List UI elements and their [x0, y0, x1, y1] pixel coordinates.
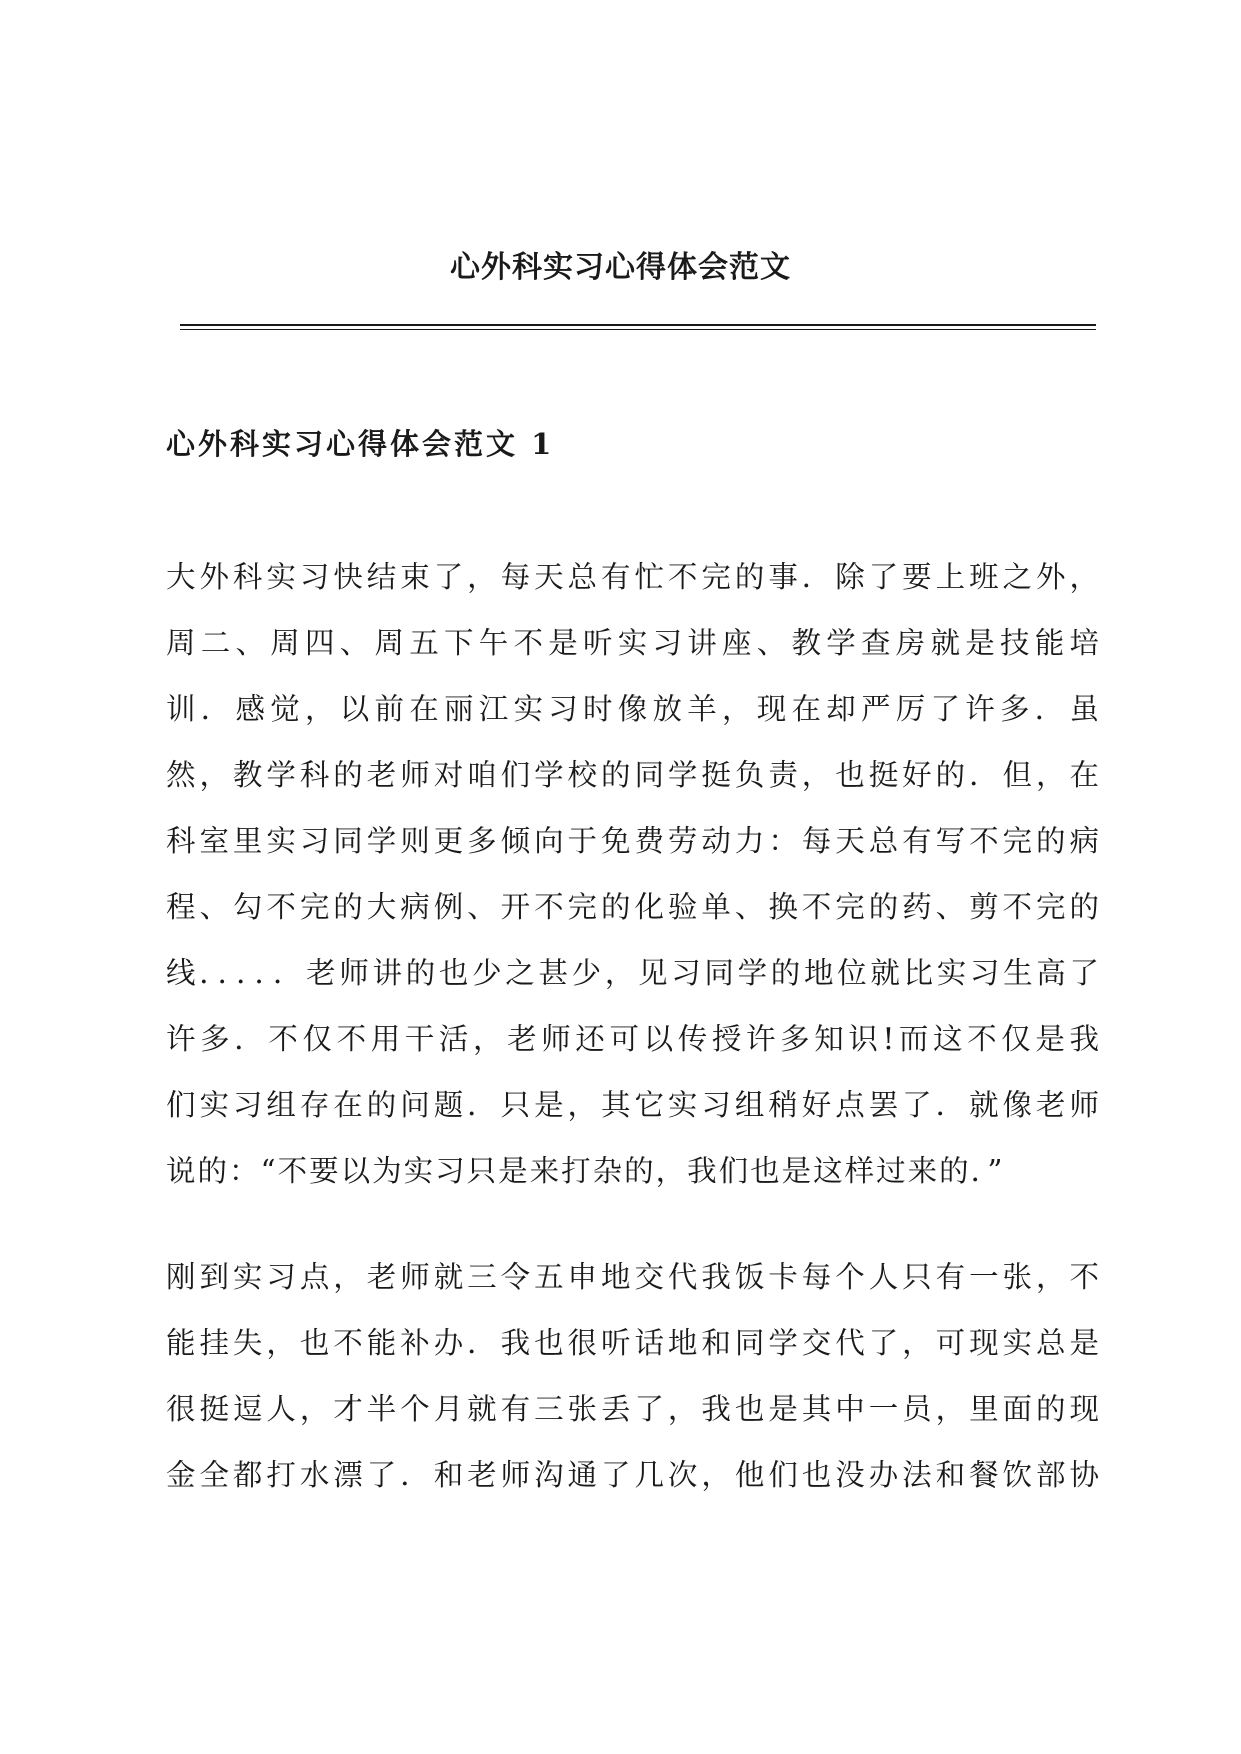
paragraph-line: 程、勾不完的大病例、开不完的化验单、换不完的药、剪不完的 — [166, 890, 1101, 924]
paragraph-line: 刚到实习点，老师就三令五申地交代我饭卡每个人只有一张，不 — [166, 1260, 1101, 1294]
paragraph-line: 然，教学科的老师对咱们学校的同学挺负责，也挺好的．但，在 — [166, 758, 1101, 792]
paragraph-line: 科室里实习同学则更多倾向于免费劳动力：每天总有写不完的病 — [166, 824, 1101, 858]
title-double-rule — [180, 324, 1096, 330]
paragraph-line: 大外科实习快结束了，每天总有忙不完的事．除了要上班之外， — [166, 560, 1101, 594]
paragraph-line: 训．感觉，以前在丽江实习时像放羊，现在却严厉了许多．虽 — [166, 692, 1101, 726]
paragraph-line: 很挺逗人，才半个月就有三张丢了，我也是其中一员，里面的现 — [166, 1392, 1101, 1426]
paragraph-line: 能挂失，也不能补办．我也很听话地和同学交代了，可现实总是 — [166, 1326, 1101, 1360]
paragraph-line: 金全都打水漂了．和老师沟通了几次，他们也没办法和餐饮部协 — [166, 1458, 1101, 1492]
section-heading: 心外科实习心得体会范文 1 — [166, 427, 555, 461]
paragraph-line: 线．．．．．老师讲的也少之甚少，见习同学的地位就比实习生高了 — [166, 956, 1101, 990]
paragraph-1 — [166, 544, 1101, 1204]
paragraph-line: 们实习组存在的问题．只是，其它实习组稍好点罢了．就像老师 — [166, 1088, 1101, 1122]
paragraph-line: 许多．不仅不用干活，老师还可以传授许多知识!而这不仅是我 — [166, 1022, 1101, 1056]
paragraph-line: 说的：“不要以为实习只是来打杂的，我们也是这样过来的．” — [166, 1154, 1005, 1188]
document-title: 心外科实习心得体会范文 — [450, 250, 791, 285]
paragraph-line: 周二、周四、周五下午不是听实习讲座、教学查房就是技能培 — [166, 626, 1101, 660]
paragraph-2 — [166, 1244, 1101, 1508]
